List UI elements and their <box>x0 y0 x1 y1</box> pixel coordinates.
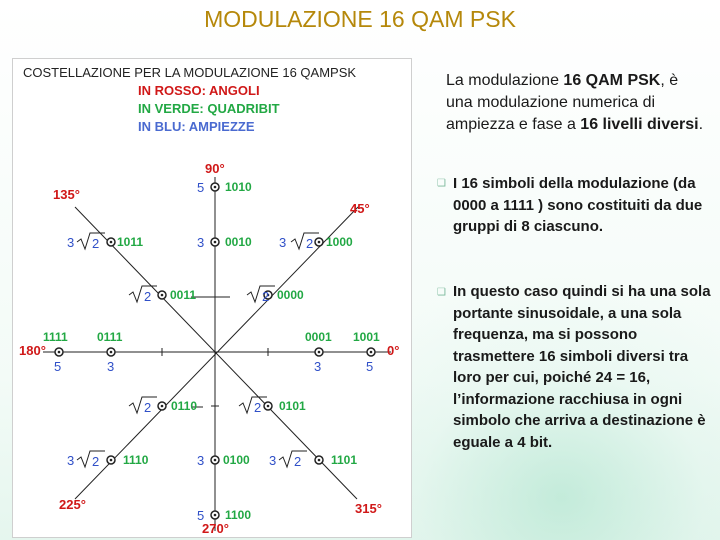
angle-0: 0° <box>387 343 400 358</box>
constellation-figure <box>12 58 412 538</box>
amp-3-bottom: 3 <box>197 453 205 468</box>
amp-root2-0101: 2 <box>254 400 262 415</box>
amp-3-coef-1011: 3 <box>67 235 75 250</box>
code-0001: 0001 <box>305 330 332 344</box>
code-0101: 0101 <box>279 399 306 413</box>
amp-root2-1000: 2 <box>306 236 314 251</box>
angle-225: 225° <box>59 497 86 512</box>
angle-180: 180° <box>19 343 46 358</box>
amp-root2-1011: 2 <box>92 236 100 251</box>
intro-text-1: La modulazione <box>446 72 564 89</box>
code-0100: 0100 <box>223 453 250 467</box>
amp-5-right: 5 <box>366 359 374 374</box>
code-0000: 0000 <box>277 288 304 302</box>
intro-bold-1: 16 QAM PSK <box>563 72 661 89</box>
angle-135: 135° <box>53 187 80 202</box>
code-0010: 0010 <box>225 235 252 249</box>
amp-root2-0011: 2 <box>144 289 152 304</box>
amp-3-right: 3 <box>314 359 322 374</box>
legend-red: IN ROSSO: ANGOLI <box>138 83 260 98</box>
amp-5-bottom: 5 <box>197 508 205 523</box>
intro-text-3: . <box>698 116 704 133</box>
angle-90: 90° <box>205 161 225 176</box>
amp-5-top: 5 <box>197 180 205 195</box>
code-1101: 1101 <box>331 453 358 467</box>
amp-3-coef-1110: 3 <box>67 453 75 468</box>
code-1000: 1000 <box>326 235 353 249</box>
code-0110: 0110 <box>171 399 198 413</box>
bullet-text-carrier: In questo caso quindi si ha una sola portante sinusoidale, a una sola frequenza, ma si possono trasmettere 16 simboli diversi tra loro per cui, poiché 24 = 16, l’informazione racchiusa in ogni simbolo che arriva a destinazione è eguale a 4 bit. <box>453 283 711 451</box>
bullet-marker-2: ❑ <box>437 287 446 298</box>
amp-3-top: 3 <box>197 235 205 250</box>
amp-root2-1101: 2 <box>294 454 302 469</box>
amp-root2-0000: 2 <box>262 289 270 304</box>
code-1001: 1001 <box>353 330 380 344</box>
intro-text-2: , è una modulazione numerica di ampiezza e fase a <box>446 72 679 133</box>
angle-270: 270° <box>202 521 229 536</box>
code-1111: 1111 <box>43 330 68 344</box>
intro-paragraph <box>446 70 708 136</box>
amp-root2-1110: 2 <box>92 454 100 469</box>
code-1011: 1011 <box>117 235 144 249</box>
code-1010: 1010 <box>225 180 252 194</box>
legend-green: IN VERDE: QUADRIBIT <box>138 101 280 116</box>
slide-title: MODULAZIONE 16 QAM PSK <box>204 6 516 32</box>
angle-45: 45° <box>350 201 370 216</box>
amp-3-coef-1000: 3 <box>279 235 287 250</box>
figure-title: COSTELLAZIONE PER LA MODULAZIONE 16 QAMPSK <box>23 65 357 80</box>
amp-root2-0110: 2 <box>144 400 152 415</box>
code-0111: 0111 <box>97 330 123 344</box>
angle-315: 315° <box>355 501 382 516</box>
intro-bold-2: 16 livelli diversi <box>580 116 699 133</box>
code-1110: 1110 <box>123 453 149 467</box>
amp-3-coef-1101: 3 <box>269 453 277 468</box>
amp-3-left: 3 <box>107 359 115 374</box>
legend-blue: IN BLU: AMPIEZZE <box>138 119 255 134</box>
bullet-marker-1: ❑ <box>437 178 446 189</box>
amp-5-left: 5 <box>54 359 62 374</box>
code-0011: 0011 <box>170 288 197 302</box>
code-1100: 1100 <box>225 508 252 522</box>
bullet-text-symbols: I 16 simboli della modulazione (da 0000 a 1111 ) sono costituiti da due gruppi di 8 ciascuno. <box>453 175 703 235</box>
